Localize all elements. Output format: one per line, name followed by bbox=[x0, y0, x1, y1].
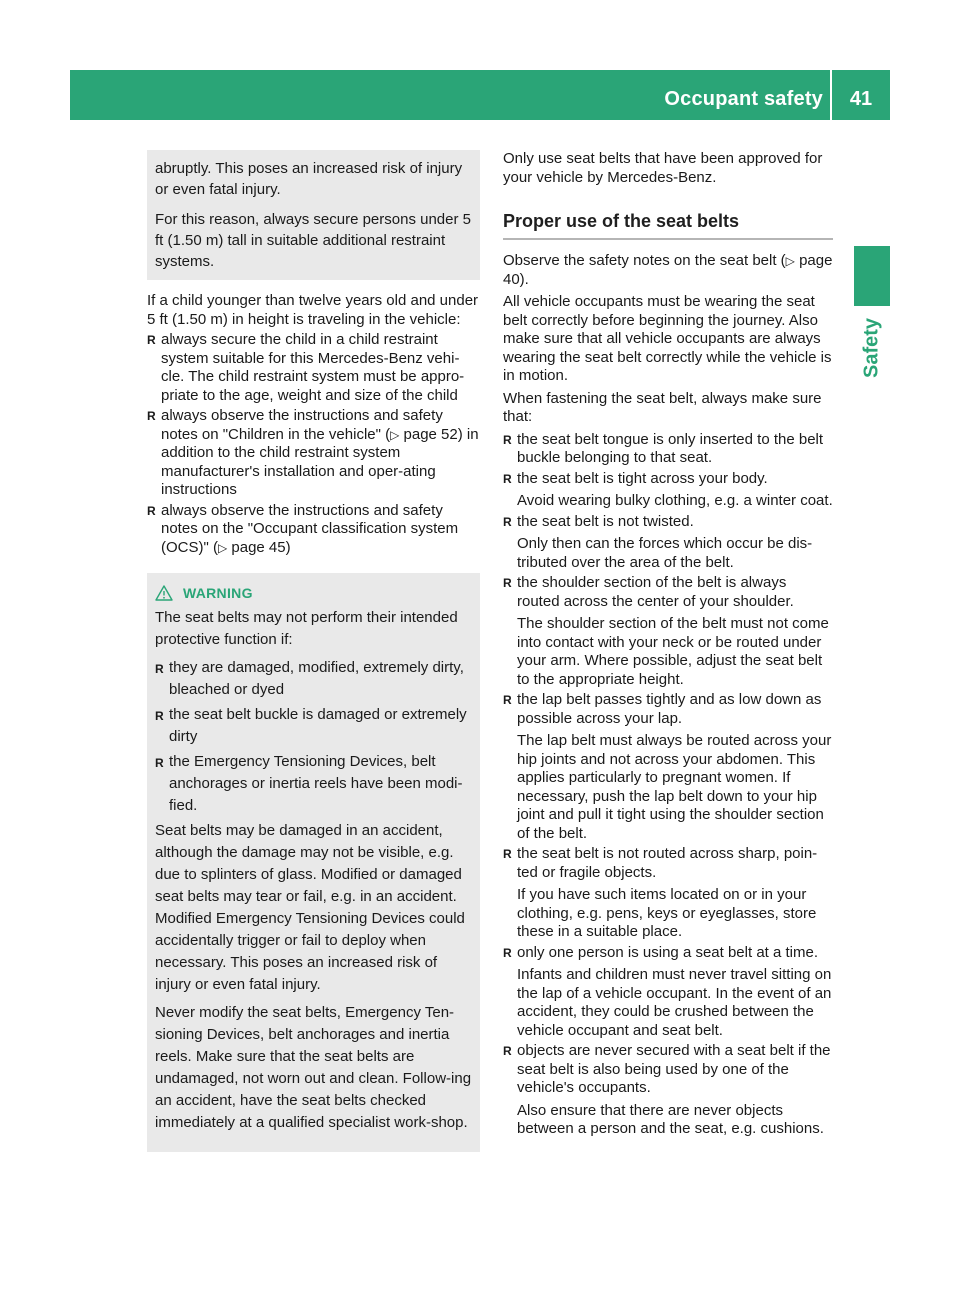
left-column bbox=[147, 150, 480, 1152]
side-tab-label: Safety bbox=[860, 317, 883, 379]
page-ref-arrow-icon: ▷ bbox=[390, 427, 400, 442]
bullet-marker: R bbox=[503, 847, 512, 861]
bullet-marker: R bbox=[503, 693, 512, 707]
warning-lead: The seat belts may not perform their intended protective function if: bbox=[155, 609, 458, 648]
list-item-text: the shoulder section of the belt is always routed across the center of your shoulder. bbox=[517, 574, 794, 610]
list-item: R the seat belt buckle is damaged or extremely dirty bbox=[155, 706, 467, 745]
warning-box bbox=[147, 573, 480, 1152]
bullet-marker: R bbox=[155, 756, 164, 770]
list-item bbox=[503, 691, 833, 843]
child-intro: If a child younger than twelve years old and under 5 ft (1.50 m) in height is traveling in the vehicle: bbox=[147, 292, 479, 328]
list-item bbox=[503, 1042, 833, 1139]
list-item-detail: The lap belt must always be routed across your hip joints and not across your abdomen. This applies particularly to pregnant women. If necessary, push the lap belt down to your hip joint and pull it tight using the shoulder section of the belt. bbox=[517, 732, 832, 842]
list-item-text: the seat belt is not twisted. bbox=[517, 512, 694, 530]
bullet-marker: R bbox=[503, 514, 512, 529]
list-item: R they are damaged, modified, extremely dirty, bleached or dyed bbox=[155, 659, 464, 698]
list-item-text: the lap belt passes tightly and as low down as possible across your lap. bbox=[517, 691, 822, 727]
list-item: R always observe the instructions and safety notes on "Children in the vehicle" (▷ page 52) in addition to the child restraint system manufacturer's installation and oper-ating instructions bbox=[147, 407, 479, 498]
list-item bbox=[503, 470, 833, 511]
page-ref-arrow-icon: ▷ bbox=[217, 540, 228, 555]
list-item-detail: Infants and children must never travel sitting on the lap of a vehicle occupant. In the event of an accident, they could be crushed between the vehicle occupant and seat belt. bbox=[517, 966, 832, 1039]
list-item: R always observe the instructions and safety notes on the "Occupant classification system (OCS)" (▷ page 45) bbox=[147, 501, 459, 556]
body-paragraph: When fastening the seat belt, always make sure that: bbox=[503, 389, 822, 425]
warning-triangle-icon bbox=[155, 585, 173, 601]
list-item bbox=[503, 431, 833, 468]
list-item-detail: Also ensure that there are never objects between a person and the seat, e.g. cushions. bbox=[517, 1101, 824, 1137]
bullet-marker: R bbox=[503, 471, 512, 486]
warning-paragraph: Seat belts may be damaged in an accident, although the damage may not be visible, e.g. due to splinters of glass. Modified or damaged seat belts may tear or fail, e.g. in an accident. Modified Emergency Tensioning Devices could accidentally trigger or fail to deploy when necessary. This poses an increased risk of injury or even fatal injury. bbox=[155, 822, 465, 993]
warning-title: WARNING bbox=[183, 585, 253, 601]
list-item bbox=[503, 845, 833, 942]
list-item bbox=[503, 513, 833, 573]
approved-belts-intro: Only use seat belts that have been approved for your vehicle by Mercedes-Benz. bbox=[503, 150, 823, 186]
bullet-marker: R bbox=[503, 576, 512, 590]
list-item-text: the seat belt is tight across your body. bbox=[517, 469, 768, 487]
bullet-marker: R bbox=[503, 432, 512, 447]
bullet-marker: R bbox=[147, 333, 156, 347]
right-column bbox=[503, 150, 833, 1141]
list-item-text: only one person is using a seat belt at a time. bbox=[517, 943, 819, 961]
list-item-detail: The shoulder section of the belt must not come into contact with your neck or be routed under your arm. Where possible, adjust the seat belt to the appropriate height. bbox=[517, 615, 829, 688]
note-paragraph: For this reason, always secure persons under 5 ft (1.50 m) tall in suitable additional restraint systems. bbox=[155, 211, 471, 270]
warning-bullet-list bbox=[155, 657, 472, 817]
bullet-marker: R bbox=[155, 662, 164, 676]
bullet-marker: R bbox=[503, 1044, 512, 1058]
list-item-text: the seat belt is not routed across sharp, poin-ted or fragile objects. bbox=[517, 845, 818, 881]
page-ref-arrow-icon: ▷ bbox=[785, 254, 795, 268]
list-item-text: the seat belt tongue is only inserted to the belt buckle belonging to that seat. bbox=[517, 430, 824, 466]
side-tab-marker bbox=[854, 246, 890, 306]
bullet-marker: R bbox=[155, 709, 164, 723]
note-box bbox=[147, 150, 480, 280]
list-item bbox=[503, 574, 833, 689]
list-item bbox=[503, 944, 833, 1041]
section-title: Occupant safety bbox=[664, 88, 823, 110]
list-item-detail: Avoid wearing bulky clothing, e.g. a winter coat. bbox=[517, 492, 833, 509]
warning-paragraph: Never modify the seat belts, Emergency Ten-sioning Devices, belt anchorages and inertia reels. Make sure that the seat belts are undamaged, not worn out and clean. Follow-ing an accident, have the seat belts checked immediately at a qualified specialist work-shop. bbox=[155, 1004, 472, 1131]
page-number: 41 bbox=[849, 88, 873, 110]
list-item-detail: Only then can the forces which occur be dis-tributed over the area of the belt. bbox=[517, 535, 813, 571]
belt-checklist bbox=[503, 431, 833, 1139]
bullet-marker: R bbox=[147, 503, 156, 518]
list-item-text: objects are never secured with a seat belt if the seat belt is also being used by one of the vehicle's occupants. bbox=[517, 1042, 831, 1096]
note-paragraph: abruptly. This poses an increased risk of injury or even fatal injury. bbox=[155, 160, 463, 198]
list-item: R always secure the child in a child restraint system suitable for this Mercedes-Benz vehi-cle. The child restraint system must be appro-priate to the age, weight and size of the child bbox=[147, 331, 465, 404]
bullet-marker: R bbox=[147, 409, 156, 423]
bullet-marker: R bbox=[503, 945, 512, 960]
list-item-detail: If you have such items located on or in your clothing, e.g. pens, keys or eyeglasses, store these in a suitable place. bbox=[517, 886, 817, 940]
body-paragraph: All vehicle occupants must be wearing the seat belt correctly before beginning the journey. Also make sure that all vehicle occupants are always wearing the seat belt correctly while the vehicle is in motion. bbox=[503, 293, 832, 384]
list-item: R the Emergency Tensioning Devices, belt anchorages or inertia reels have been modi-fied. bbox=[155, 753, 463, 814]
child-bullet-list bbox=[147, 331, 480, 557]
section-heading: Proper use of the seat belts bbox=[503, 211, 833, 240]
observe-notes: Observe the safety notes on the seat belt (▷ page 40). bbox=[503, 252, 833, 288]
